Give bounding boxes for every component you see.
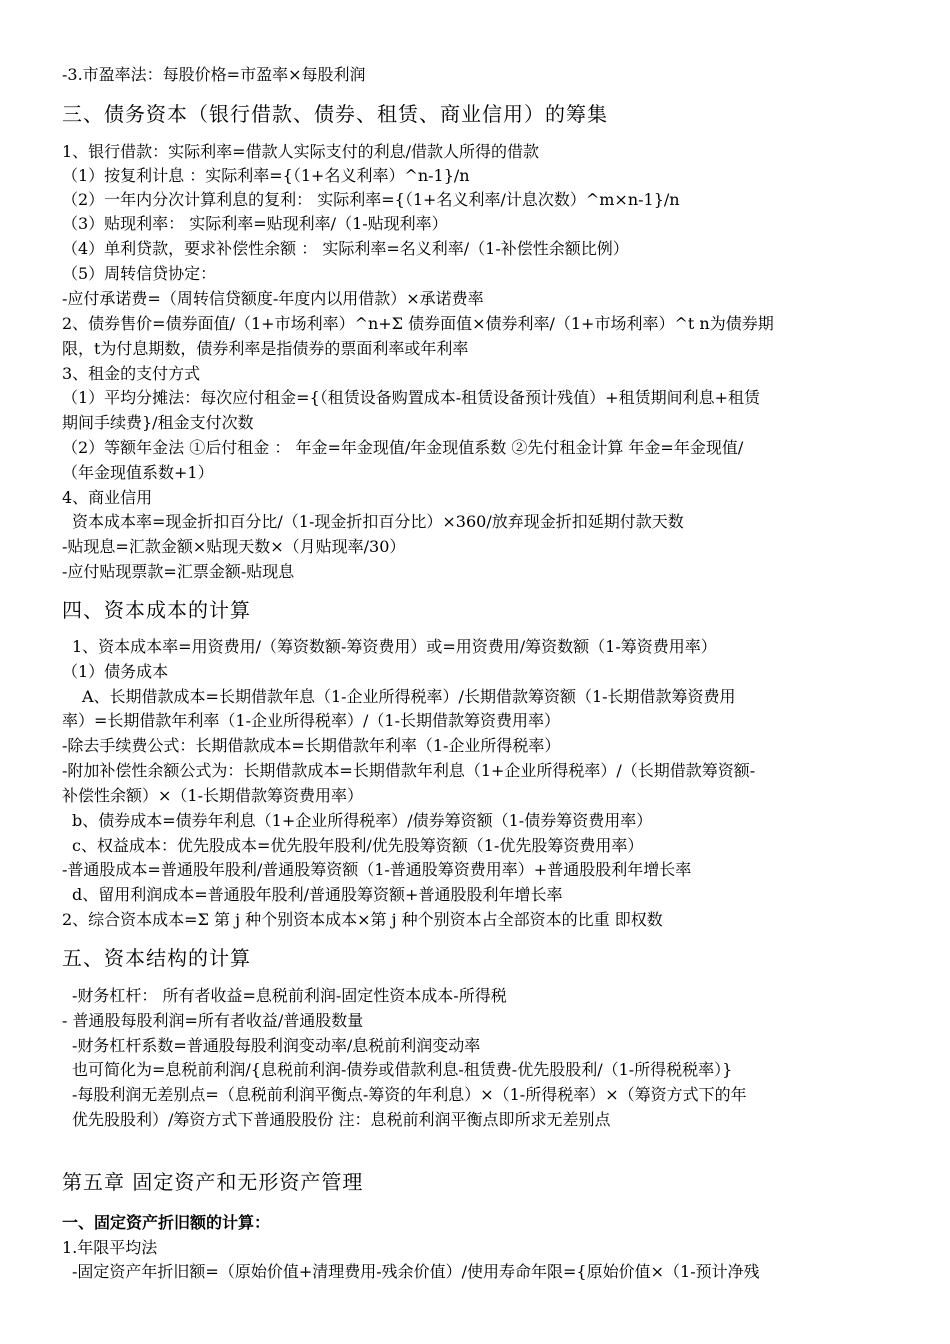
text-line: （5）周转信贷协定：: [62, 264, 217, 283]
text-line: -每股利润无差别点=（息税前利润平衡点-筹资的年利息）×（1-所得税率）×（筹资方式下的年: [72, 1085, 747, 1104]
chapter-title: 第五章 固定资产和无形资产管理: [62, 1170, 364, 1194]
text-line: 2、债券售价=债券面值/（1+市场利率）^n+Σ 债券面值×债券利率/（1+市场利率）^t n为债券期: [62, 314, 774, 333]
text-line: 4、商业信用: [62, 488, 153, 507]
section-heading: 三、债务资本（银行借款、债券、租赁、商业信用）的筹集: [62, 102, 608, 126]
text-line: 限，t为付息期数，债券利率是指债券的票面利率或年利率: [62, 339, 469, 358]
text-line: 资本成本率=现金折扣百分比/（1-现金折扣百分比）×360/放弃现金折扣延期付款天数: [72, 512, 684, 531]
text-line: 也可简化为=息税前利润/{息税前利润-债券或借款利息-租赁费-优先股股利/（1-所得税税率）}: [72, 1060, 733, 1079]
section-heading: 四、资本成本的计算: [62, 598, 251, 622]
text-line: （1）债务成本: [62, 662, 169, 681]
text-line: 补偿性余额）×（1-长期借款筹资费用率）: [62, 786, 363, 805]
text-line: 1、资本成本率=用资费用/（筹资数额-筹资费用）或=用资费用/筹资数额（1-筹资费用率）: [72, 637, 717, 656]
text-line: -财务杠杆系数=普通股每股利润变动率/息税前利润变动率: [72, 1036, 481, 1055]
text-line: - 普通股每股利润=所有者收益/普通股数量: [62, 1011, 364, 1030]
text-line: b、债券成本=债券年利息（1+企业所得税率）/债券筹资额（1-债券筹资费用率）: [72, 811, 653, 830]
text-line: （3）贴现利率： 实际利率=贴现利率/（1-贴现利率）: [62, 214, 448, 233]
text-line: -财务杠杆： 所有者收益=息税前利润-固定性资本成本-所得税: [72, 986, 507, 1005]
text-line: -附加补偿性余额公式为：长期借款成本=长期借款年利息（1+企业所得税率）/（长期借款筹资额-: [62, 761, 756, 780]
section-heading: 五、资本结构的计算: [62, 946, 251, 970]
text-line: 1、银行借款：实际利率=借款人实际支付的利息/借款人所得的借款: [62, 142, 539, 161]
text-line: （2）等额年金法 ①后付租金 ： 年金=年金现值/年金现值系数 ②先付租金计算 年金=年金现值/: [62, 438, 744, 457]
text-line: （年金现值系数+1）: [62, 463, 214, 482]
text-line: 1.年限平均法: [62, 1238, 158, 1257]
text-line: c、权益成本：优先股成本=优先股年股利/优先股筹资额（1-优先股筹资费用率）: [72, 836, 644, 855]
text-line: （1）按复利计息 ：实际利率={（1+名义利率）^n-1}/n: [62, 166, 470, 185]
text-line: -3.市盈率法：每股价格=市盈率×每股利润: [62, 65, 366, 84]
text-line: （2）一年内分次计算利息的复利： 实际利率={（1+名义利率/计息次数）^m×n-1}/n: [62, 190, 680, 209]
text-line: （4）单利贷款，要求补偿性余额 ： 实际利率=名义利率/（1-补偿性余额比例）: [62, 239, 629, 258]
text-line: -固定资产年折旧额=（原始价值+清理费用-残余价值）/使用寿命年限={原始价值×（1-预计净残: [72, 1262, 760, 1281]
text-line: 期间手续费}/租金支付次数: [62, 413, 254, 432]
text-line: A、长期借款成本=长期借款年息（1-企业所得税率）/长期借款筹资额（1-长期借款筹资费用: [82, 687, 736, 706]
text-line: （1）平均分摊法：每次应付租金={（租赁设备购置成本-租赁设备预计残值）+租赁期间利息+租赁: [62, 388, 760, 407]
text-line: 2、综合资本成本=Σ 第 j 种个别资本成本×第 j 种个别资本占全部资本的比重 即权数: [62, 910, 663, 929]
text-line: -应付贴现票款=汇票金额-贴现息: [62, 562, 295, 581]
subsection-heading: 一、固定资产折旧额的计算：: [62, 1213, 271, 1232]
text-line: -应付承诺费=（周转信贷额度-年度内以用借款）×承诺费率: [62, 289, 484, 308]
text-line: 3、租金的支付方式: [62, 364, 201, 383]
text-line: -普通股成本=普通股年股利/普通股筹资额（1-普通股筹资费用率）+普通股股利年增长率: [62, 860, 692, 879]
text-line: -除去手续费公式：长期借款成本=长期借款年利率（1-企业所得税率）: [62, 736, 561, 755]
text-line: 优先股股利）/筹资方式下普通股股份 注：息税前利润平衡点即所求无差别点: [72, 1110, 611, 1129]
text-line: d、留用利润成本=普通股年股利/普通股筹资额+普通股股利年增长率: [72, 885, 563, 904]
text-line: 率）=长期借款年利率（1-企业所得税率）/（1-长期借款筹资费用率）: [62, 711, 560, 730]
text-line: -贴现息=汇款金额×贴现天数×（月贴现率/30）: [62, 537, 406, 556]
